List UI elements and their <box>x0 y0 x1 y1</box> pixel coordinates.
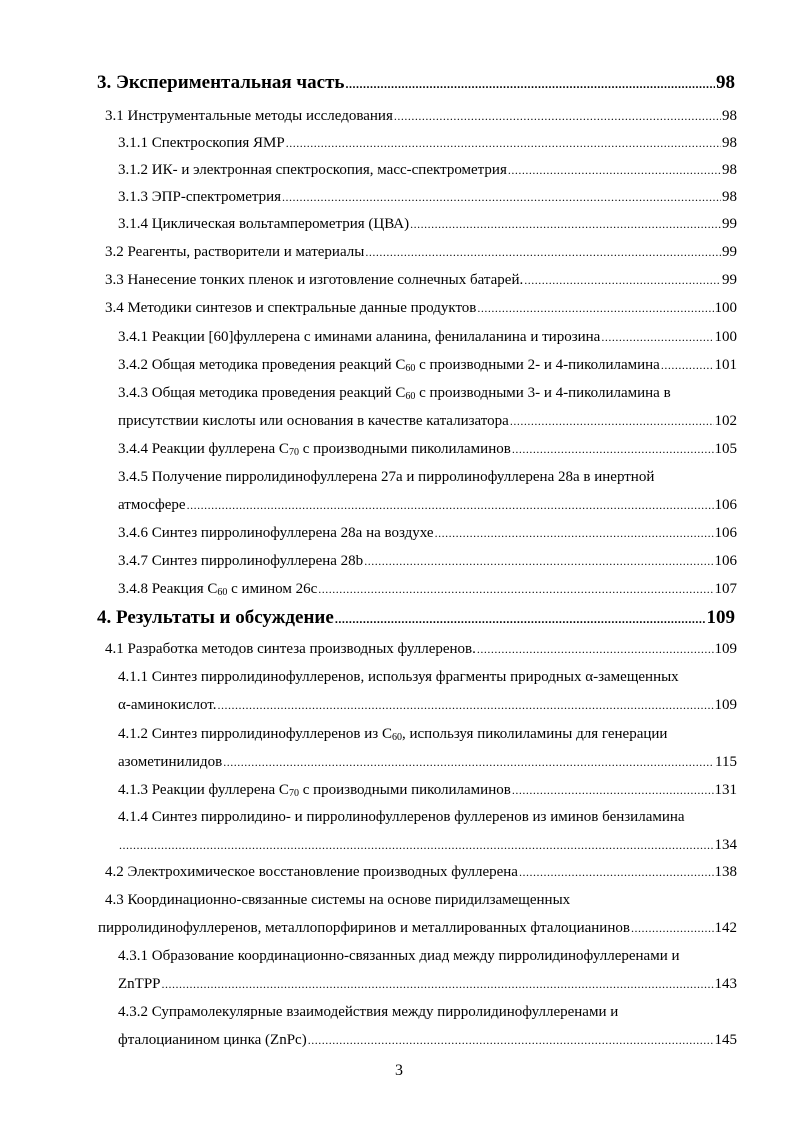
toc-entry-3-4-7[interactable] <box>118 553 737 570</box>
leader-dots <box>512 442 714 457</box>
toc-entry-title: 3.4 Методики синтезов и спектральные данные продуктов <box>105 300 477 316</box>
leader-dots <box>435 526 714 541</box>
toc-entry-page: 98 <box>722 162 737 178</box>
toc-entry-4-1-3[interactable] <box>118 782 737 799</box>
toc-entry-page: 98 <box>722 108 737 124</box>
toc-entry-3-1-1[interactable] <box>118 135 737 152</box>
leader-dots <box>223 755 714 770</box>
toc-entry-page: 131 <box>714 782 737 798</box>
toc-entry-3-4-3-line1[interactable] <box>118 385 671 402</box>
toc-entry-title <box>118 441 511 458</box>
leader-dots <box>286 136 721 151</box>
leader-dots <box>365 245 721 260</box>
page-number: 3 <box>395 1062 403 1079</box>
toc-entry-title: 3.1.3 ЭПР-спектрометрия <box>118 189 282 205</box>
toc-entry-4-1-4[interactable] <box>118 837 737 854</box>
toc-entry-page: 102 <box>714 413 737 429</box>
toc-entry-3-3[interactable] <box>105 272 737 289</box>
toc-entry-page: 100 <box>714 329 737 345</box>
toc-entry-title: 3.2 Реагенты, растворители и материалы <box>105 244 365 260</box>
toc-entry-title: 3.4.6 Синтез пирролинофуллерена 28а на воздухе <box>118 525 434 541</box>
toc-entry-3-4-5-line1[interactable]: 3.4.5 Получение пирролидинофуллерена 27а и пирролинофуллерена 28а в инертной <box>118 469 655 485</box>
toc-entry-4-1-4-line1[interactable]: 4.1.4 Синтез пирролидино- и пирролинофуллеренов фуллеренов из иминов бензиламина <box>118 809 685 825</box>
leader-dots <box>477 301 713 316</box>
toc-entry-title: присутствии кислоты или основания в качестве катализатора <box>118 413 509 429</box>
toc-entry-3-1-4[interactable] <box>118 216 737 233</box>
toc-entry-chapter-3[interactable] <box>97 72 735 94</box>
toc-entry-page: 101 <box>714 357 737 373</box>
leader-dots <box>631 921 714 936</box>
toc-entry-3-4-3[interactable] <box>118 413 737 430</box>
toc-entry-page: 100 <box>714 300 737 316</box>
toc-entry-4-1-1-line1[interactable]: 4.1.1 Синтез пирролидинофуллеренов, используя фрагменты природных α-замещенных <box>118 669 679 685</box>
toc-entry-page: 98 <box>722 189 737 205</box>
toc-entry-page: 98 <box>722 135 737 151</box>
title-part: с производными пиколиламинов <box>298 782 511 798</box>
toc-entry-title <box>118 357 660 374</box>
toc-entry-3-4-6[interactable] <box>118 525 737 542</box>
toc-entry-title: фталоцианином цинка (ZnPc) <box>118 1032 307 1048</box>
toc-entry-page: 99 <box>722 272 737 288</box>
toc-entry-title: азометинилидов <box>118 754 223 770</box>
toc-entry-title: 3. Экспериментальная часть <box>97 72 345 93</box>
toc-entry-title: 3.4.7 Синтез пирролинофуллерена 28b <box>118 553 364 569</box>
toc-entry-3-4[interactable] <box>105 300 737 317</box>
leader-dots <box>187 498 714 513</box>
subscript: 60 <box>217 587 228 598</box>
toc-entry-title: 4.1 Разработка методов синтеза производных фуллеренов. <box>105 641 476 657</box>
toc-entry-chapter-4[interactable] <box>97 607 735 629</box>
toc-entry-4-3-1[interactable] <box>118 976 737 993</box>
toc-entry-page: 105 <box>714 441 737 457</box>
toc-entry-4-1-1[interactable] <box>118 697 737 714</box>
toc-entry-4-1-2-line1[interactable] <box>118 726 667 743</box>
toc-entry-title: 3.3 Нанесение тонких пленок и изготовление солнечных батарей. <box>105 272 524 288</box>
leader-dots <box>345 77 715 92</box>
leader-dots <box>318 582 713 597</box>
toc-entry-title <box>118 782 511 799</box>
toc-entry-title: ZnTPP <box>118 976 161 992</box>
toc-entry-3-4-1[interactable] <box>118 329 737 346</box>
toc-entry-3-4-4[interactable] <box>118 441 737 458</box>
leader-dots <box>661 358 714 373</box>
leader-dots <box>119 838 714 853</box>
toc-entry-title: атмосфере <box>118 497 186 513</box>
subscript: 60 <box>405 391 416 402</box>
toc-entry-title: α-аминокислот. <box>118 697 217 713</box>
toc-entry-title <box>118 581 317 598</box>
toc-entry-page: 145 <box>714 1032 737 1048</box>
toc-entry-page: 106 <box>714 497 737 513</box>
toc-entry-page: 115 <box>715 754 737 770</box>
toc-entry-3-1-2[interactable] <box>118 162 737 179</box>
toc-entry-page: 142 <box>714 920 737 936</box>
leader-dots <box>601 330 713 345</box>
toc-entry-title: 3.4.1 Реакции [60]фуллерена с иминами аланина, фенилаланина и тирозина <box>118 329 601 345</box>
toc-entry-title: 3.1 Инструментальные методы исследования <box>105 108 393 124</box>
leader-dots <box>519 865 714 880</box>
toc-entry-4-3-2-line1[interactable]: 4.3.2 Супрамолекулярные взаимодействия между пирролидинофуллеренами и <box>118 1004 619 1020</box>
toc-entry-4-3-2[interactable] <box>118 1032 737 1049</box>
toc-entry-page: 99 <box>722 216 737 232</box>
title-part: 4.1.3 Реакции фуллерена C <box>118 782 289 798</box>
toc-entry-4-1-2[interactable] <box>118 754 737 771</box>
title-part: 3.4.8 Реакция C <box>118 581 218 597</box>
leader-dots <box>510 414 714 429</box>
toc-entry-page: 138 <box>714 864 737 880</box>
title-part: с имином 26с <box>227 581 318 597</box>
subscript: 60 <box>391 732 402 743</box>
title-part: 3.4.2 Общая методика проведения реакций C <box>118 357 406 373</box>
leader-dots <box>335 612 706 627</box>
toc-entry-title: пирролидинофуллеренов, металлопорфиринов и металлированных фталоцианинов <box>98 920 630 936</box>
toc-entry-3-4-2[interactable] <box>118 357 737 374</box>
leader-dots <box>477 642 714 657</box>
leader-dots <box>282 190 721 205</box>
toc-entry-3-1-3[interactable] <box>118 189 737 206</box>
leader-dots <box>508 163 721 178</box>
toc-entry-3-1[interactable] <box>105 108 737 125</box>
toc-entry-title: 4.2 Электрохимическое восстановление производных фуллерена <box>105 864 518 880</box>
toc-entry-4-3[interactable] <box>98 920 737 937</box>
toc-entry-4-2[interactable] <box>105 864 737 881</box>
title-part: с производными 2- и 4-пиколиламина <box>415 357 660 373</box>
toc-entry-title: 4. Результаты и обсуждение <box>97 607 334 628</box>
toc-entry-3-2[interactable] <box>105 244 737 261</box>
leader-dots <box>162 977 714 992</box>
leader-dots <box>524 273 721 288</box>
toc-entry-page: 109 <box>714 697 737 713</box>
toc-entry-page: 106 <box>714 525 737 541</box>
title-part: 3.4.4 Реакции фуллерена C <box>118 441 289 457</box>
toc-entry-4-3-1-line1[interactable]: 4.3.1 Образование координационно-связанных диад между пирролидинофуллеренами и <box>118 948 680 964</box>
leader-dots <box>218 698 714 713</box>
toc-entry-page: 109 <box>714 641 737 657</box>
title-part: 4.1.2 Синтез пирролидинофуллеренов из C <box>118 726 392 742</box>
leader-dots <box>308 1033 714 1048</box>
leader-dots <box>364 554 713 569</box>
toc-entry-4-3-line1[interactable]: 4.3 Координационно-связанные системы на основе пиридилзамещенных <box>105 892 571 908</box>
title-part: с производными 3- и 4-пиколиламина в <box>415 385 671 401</box>
toc-entry-page: 143 <box>714 976 737 992</box>
title-part: с производными пиколиламинов <box>298 441 511 457</box>
toc-entry-title: 3.1.1 Спектроскопия ЯМР <box>118 135 285 151</box>
subscript: 60 <box>405 363 416 374</box>
title-part: 3.4.3 Общая методика проведения реакций C <box>118 385 406 401</box>
toc-entry-title: 3.1.2 ИК- и электронная спектроскопия, масс-спектрометрия <box>118 162 507 178</box>
leader-dots <box>394 109 721 124</box>
toc-entry-page: 107 <box>714 581 737 597</box>
toc-entry-page: 98 <box>716 72 735 93</box>
toc-entry-title: 3.1.4 Циклическая вольтамперометрия (ЦВА) <box>118 216 410 232</box>
toc-entry-page: 134 <box>714 837 737 853</box>
toc-entry-page: 109 <box>706 607 735 628</box>
leader-dots <box>512 783 714 798</box>
toc-entry-3-4-5[interactable] <box>118 497 737 514</box>
subscript: 70 <box>288 788 299 799</box>
title-part: , используя пиколиламины для генерации <box>401 726 668 742</box>
toc-entry-4-1[interactable] <box>105 641 737 658</box>
leader-dots <box>410 217 721 232</box>
toc-entry-3-4-8[interactable] <box>118 581 737 598</box>
toc-entry-page: 106 <box>714 553 737 569</box>
toc-entry-page: 99 <box>722 244 737 260</box>
subscript: 70 <box>288 447 299 458</box>
